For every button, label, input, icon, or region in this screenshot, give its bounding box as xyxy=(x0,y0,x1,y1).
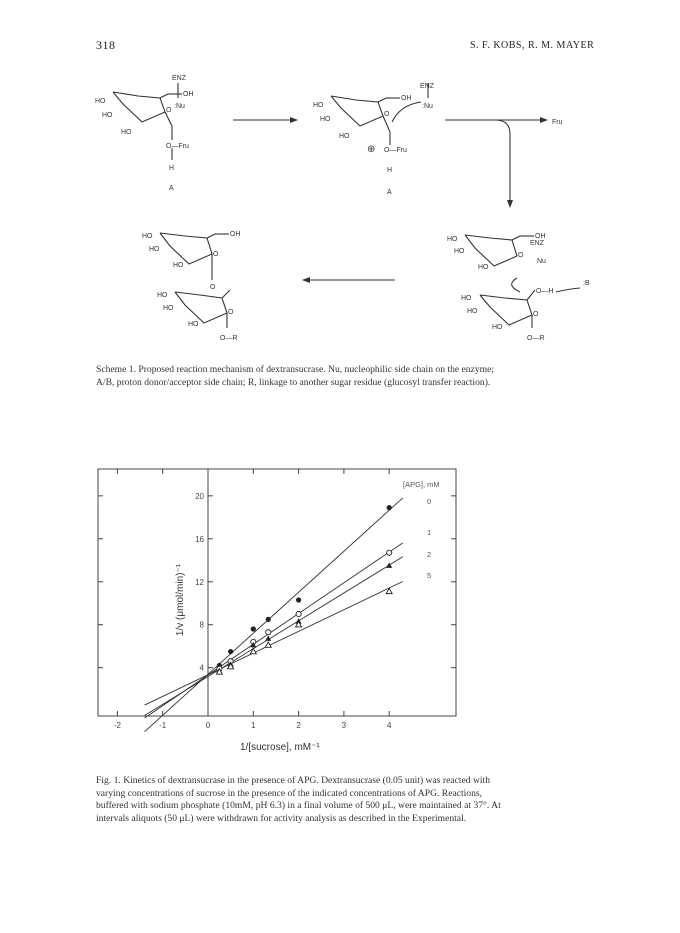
ho-label-3b: HO xyxy=(454,248,465,255)
ho-label-3f: HO xyxy=(492,324,503,331)
ho-label-4e: HO xyxy=(163,305,174,312)
a-label-2: A xyxy=(387,189,392,196)
ho-label-4c: HO xyxy=(173,262,184,269)
nu-label-3: Nu xyxy=(537,258,546,265)
page-number: 318 xyxy=(96,38,116,52)
x-tick-label: 2 xyxy=(296,721,301,730)
y-tick-label: 8 xyxy=(199,620,204,630)
h-label-2: H xyxy=(387,167,393,174)
oh-label-2: OH xyxy=(401,95,412,102)
data-point-apg-0 xyxy=(251,626,256,631)
ho-label-4d: HO xyxy=(157,292,168,299)
glucose-ring-bottom-left-lower xyxy=(175,290,230,328)
legend-entry-apg-0: 0 xyxy=(427,497,432,506)
data-point-apg-0 xyxy=(387,505,392,510)
ring-oxygen-4b: O xyxy=(228,309,234,316)
figure-caption xyxy=(96,775,616,825)
ring-oxygen-2: O xyxy=(384,111,390,118)
legend-entry-apg-2: 2 xyxy=(427,550,432,559)
data-point-apg-0 xyxy=(266,617,271,622)
ho-label-2c: HO xyxy=(339,133,350,140)
a-label-1: A xyxy=(169,185,174,192)
ho-label-1a: HO xyxy=(95,98,106,105)
h-label-1: H xyxy=(169,165,175,172)
y-tick-label: 20 xyxy=(195,491,204,501)
enz-label-3: ENZ xyxy=(530,240,544,247)
figure-caption-line-4: intervals aliquots (50 μL) were withdrawn for activity analysis as described in the Experimental. xyxy=(96,812,467,824)
y-tick-label: 4 xyxy=(199,663,204,673)
enz-label-2: ENZ xyxy=(420,83,434,90)
x-tick-label: 4 xyxy=(386,721,392,730)
y-tick-label: 16 xyxy=(195,534,204,544)
oh-label-3: OH xyxy=(535,233,546,240)
ho-label-3e: HO xyxy=(467,308,478,315)
data-point-apg-2 xyxy=(386,562,392,567)
o-fru-label-1: O—Fru xyxy=(166,143,189,150)
ho-label-2a: HO xyxy=(313,102,324,109)
data-point-apg-1 xyxy=(296,611,301,616)
scheme-caption-line-1: Scheme 1. Proposed reaction mechanism of dextransucrase. Nu, nucleophilic side chain on the enzyme; xyxy=(96,364,495,375)
ho-label-1c: HO xyxy=(121,129,132,136)
figure-caption-line-1: Fig. 1. Kinetics of dextransucrase in the presence of APG. Dextransucrase (0.05 unit) was reacted with xyxy=(96,775,491,786)
legend-entry-apg-5: 5 xyxy=(427,571,432,580)
ho-label-2b: HO xyxy=(320,116,331,123)
scheme-caption-line-2: A/B, proton donor/acceptor side chain; R, linkage to another sugar residue (glucosyl transfer reaction). xyxy=(96,376,491,388)
oxocarbenium-plus: ⊕ xyxy=(367,144,376,155)
data-point-apg-1 xyxy=(266,630,271,635)
nu-label-1: :Nu xyxy=(174,103,185,110)
nu-label-2: :Nu xyxy=(422,103,433,110)
data-point-apg-0 xyxy=(296,597,301,602)
legend-title: [APG], mM xyxy=(403,480,440,489)
x-tick-label: 0 xyxy=(205,721,211,730)
x-tick-label: -1 xyxy=(159,721,167,730)
y-axis-label: 1/v (μmol/min)⁻¹ xyxy=(175,563,186,637)
figure-caption-line-2: varying concentrations of sucrose in the presence of the indicated concentrations of APG. Reactions, xyxy=(96,787,483,799)
ho-label-3d: HO xyxy=(461,295,472,302)
data-point-apg-5 xyxy=(250,648,256,653)
running-authors: S. F. KOBS, R. M. MAYER xyxy=(470,40,595,51)
ho-label-1b: HO xyxy=(102,112,113,119)
reaction-arrow-down xyxy=(495,120,510,200)
y-tick-label: 12 xyxy=(195,577,204,587)
o-h-label-3: O—H xyxy=(536,288,554,295)
ring-oxygen-1: O xyxy=(166,107,172,114)
scheme-caption xyxy=(96,364,616,389)
glycosidic-oxygen-4: O xyxy=(210,284,216,291)
o-r-label-4: O—R xyxy=(220,335,238,342)
o-fru-label-2: O—Fru xyxy=(384,147,407,154)
glucose-ring-bottom-right-lower xyxy=(480,278,580,328)
x-tick-label: -2 xyxy=(113,721,121,730)
ho-label-4a: HO xyxy=(142,233,153,240)
data-point-apg-1 xyxy=(387,550,392,555)
fru-leaving-label: Fru xyxy=(552,119,563,126)
glucose-ring-bottom-right-upper xyxy=(465,235,534,266)
data-point-apg-0 xyxy=(228,649,233,654)
ho-label-4f: HO xyxy=(188,321,199,328)
x-tick-label: 1 xyxy=(251,721,256,730)
oh-label-4: OH xyxy=(230,231,241,238)
glucose-ring-bottom-left-upper xyxy=(160,233,229,280)
ho-label-3a: HO xyxy=(447,236,458,243)
legend-entry-apg-1: 1 xyxy=(427,528,432,537)
reaction-scheme xyxy=(0,0,680,350)
enz-label-1: ENZ xyxy=(172,75,186,82)
o-r-label-3: O—R xyxy=(527,335,545,342)
kinetics-chart xyxy=(0,450,680,770)
ho-label-3c: HO xyxy=(478,264,489,271)
b-label-3: :B xyxy=(583,280,590,287)
ho-label-4b: HO xyxy=(149,246,160,253)
x-axis-label: 1/[sucrose], mM⁻¹ xyxy=(240,742,320,753)
plot-frame xyxy=(98,469,456,716)
figure-caption-line-3: buffered with sodium phosphate (10mM, pH 6.3) in a final volume of 500 μL, were maintained at 37°. At xyxy=(96,800,501,811)
ring-oxygen-3b: O xyxy=(533,311,539,318)
ring-oxygen-4: O xyxy=(213,251,219,258)
x-tick-label: 3 xyxy=(341,721,347,730)
ring-oxygen-3: O xyxy=(518,252,524,259)
oh-label-1: OH xyxy=(183,91,194,98)
